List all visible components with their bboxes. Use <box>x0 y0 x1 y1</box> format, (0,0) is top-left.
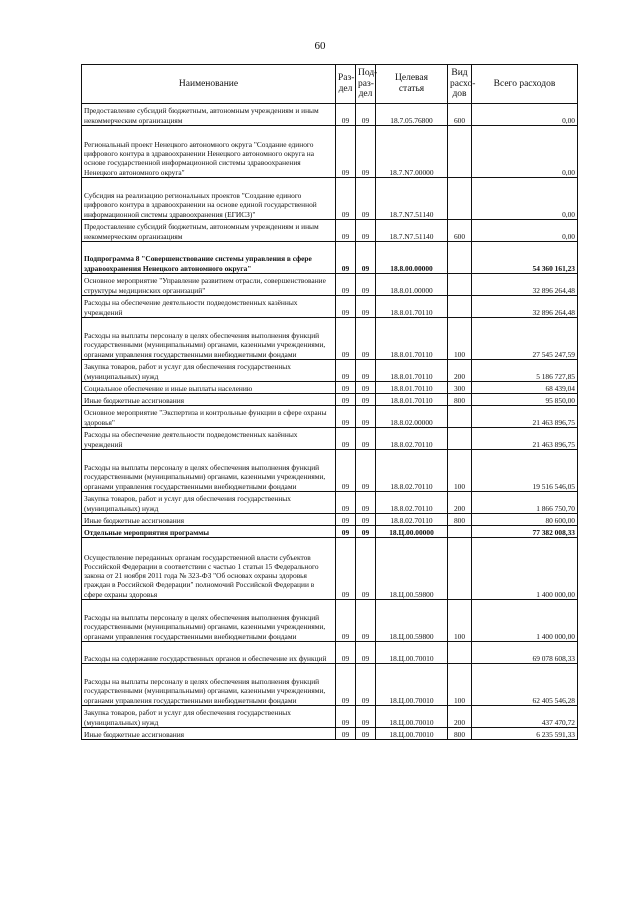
row-amount: 32 896 264,48 <box>472 274 578 296</box>
table-row <box>82 428 578 450</box>
table-row <box>82 296 578 318</box>
header-razdel: Раз- дел <box>336 65 356 104</box>
row-amount: 95 850,00 <box>472 394 578 406</box>
row-razdel: 09 <box>336 318 356 360</box>
row-razdel: 09 <box>336 706 356 728</box>
row-target: 18.8.01.70110 <box>376 382 448 394</box>
table-row <box>82 526 578 538</box>
row-amount: 62 405 546,28 <box>472 664 578 706</box>
table-row <box>82 406 578 428</box>
row-target: 18.8.01.70110 <box>376 318 448 360</box>
row-razdel: 09 <box>336 450 356 492</box>
row-vid: 100 <box>448 318 472 360</box>
table-body <box>82 104 578 740</box>
row-amount: 69 078 608,33 <box>472 642 578 664</box>
page-number: 60 <box>314 40 326 52</box>
row-amount: 1 866 750,70 <box>472 492 578 514</box>
table-row <box>82 178 578 220</box>
table-row <box>82 220 578 242</box>
row-name: Расходы на выплаты персоналу в целях обеспечения выполнения функций государственными (муниципальными) органами, казенными учреждениями, органами управления государственными внебюджетными фондами <box>82 318 336 360</box>
row-razdel: 09 <box>336 600 356 642</box>
row-name: Иные бюджетные ассигнования <box>82 514 336 526</box>
row-name: Закупка товаров, работ и услуг для обеспечения государственных (муниципальных) нужд <box>82 706 336 728</box>
row-amount: 6 235 591,33 <box>472 728 578 740</box>
row-podrazdel: 09 <box>356 526 376 538</box>
row-razdel: 09 <box>336 514 356 526</box>
row-podrazdel: 09 <box>356 296 376 318</box>
row-podrazdel: 09 <box>356 242 376 274</box>
header-name: Наименование <box>82 65 336 104</box>
row-podrazdel: 09 <box>356 220 376 242</box>
row-podrazdel: 09 <box>356 514 376 526</box>
row-razdel: 09 <box>336 382 356 394</box>
row-target: 18.8.00.00000 <box>376 242 448 274</box>
row-target: 18.Ц.00.70010 <box>376 706 448 728</box>
row-razdel: 09 <box>336 220 356 242</box>
row-name: Подпрограмма 8 "Совершенствование системы управления в сфере здравоохранения Ненецкого автономного округа" <box>82 242 336 274</box>
row-name: Расходы на содержание государственных органов и обеспечение их функций <box>82 642 336 664</box>
row-amount: 27 545 247,59 <box>472 318 578 360</box>
row-amount: 1 400 000,00 <box>472 538 578 600</box>
row-razdel: 09 <box>336 538 356 600</box>
row-podrazdel: 09 <box>356 450 376 492</box>
row-vid <box>448 406 472 428</box>
row-vid <box>448 242 472 274</box>
table-header-row <box>82 65 578 104</box>
row-target: 18.Ц.00.70010 <box>376 664 448 706</box>
row-razdel: 09 <box>336 178 356 220</box>
row-target: 18.Ц.00.59800 <box>376 538 448 600</box>
row-amount: 80 600,00 <box>472 514 578 526</box>
row-target: 18.7.N7.51140 <box>376 220 448 242</box>
table-row <box>82 664 578 706</box>
row-vid: 200 <box>448 492 472 514</box>
row-podrazdel: 09 <box>356 360 376 382</box>
row-podrazdel: 09 <box>356 318 376 360</box>
row-vid <box>448 126 472 178</box>
row-name: Социальное обеспечение и иные выплаты населению <box>82 382 336 394</box>
table-row <box>82 642 578 664</box>
row-podrazdel: 09 <box>356 600 376 642</box>
row-name: Иные бюджетные ассигнования <box>82 394 336 406</box>
row-podrazdel: 09 <box>356 406 376 428</box>
row-vid: 200 <box>448 360 472 382</box>
header-total: Всего расходов <box>472 65 578 104</box>
row-amount: 5 186 727,85 <box>472 360 578 382</box>
row-vid <box>448 274 472 296</box>
row-name: Расходы на выплаты персоналу в целях обеспечения выполнения функций государственными (муниципальными) органами, казенными учреждениями, органами управления государственными внебюджетными фондами <box>82 664 336 706</box>
row-amount: 54 360 161,23 <box>472 242 578 274</box>
row-vid: 600 <box>448 220 472 242</box>
row-amount: 68 439,04 <box>472 382 578 394</box>
row-target: 18.7.N7.00000 <box>376 126 448 178</box>
row-target: 18.8.01.70110 <box>376 360 448 382</box>
table-row <box>82 600 578 642</box>
row-podrazdel: 09 <box>356 178 376 220</box>
row-name: Основное мероприятие "Управление развитием отрасли, совершенствование структуры медицинских организаций" <box>82 274 336 296</box>
row-vid <box>448 178 472 220</box>
row-podrazdel: 09 <box>356 642 376 664</box>
row-podrazdel: 09 <box>356 394 376 406</box>
row-razdel: 09 <box>336 360 356 382</box>
row-razdel: 09 <box>336 296 356 318</box>
row-target: 18.8.02.70110 <box>376 514 448 526</box>
row-razdel: 09 <box>336 642 356 664</box>
row-name: Закупка товаров, работ и услуг для обеспечения государственных (муниципальных) нужд <box>82 360 336 382</box>
header-podrazdel: Под- раз- дел <box>356 65 376 104</box>
row-vid: 800 <box>448 728 472 740</box>
header-vid: Вид расхо- дов <box>448 65 472 104</box>
row-podrazdel: 09 <box>356 706 376 728</box>
row-name: Предоставление субсидий бюджетным, автономным учреждениям и иным некоммерческим организациям <box>82 220 336 242</box>
row-amount: 437 470,72 <box>472 706 578 728</box>
row-vid <box>448 642 472 664</box>
row-name: Расходы на обеспечение деятельности подведомственных казённых учреждений <box>82 296 336 318</box>
row-vid: 100 <box>448 664 472 706</box>
row-amount: 1 400 000,00 <box>472 600 578 642</box>
row-target: 18.7.05.76800 <box>376 104 448 126</box>
row-razdel: 09 <box>336 406 356 428</box>
row-target: 18.8.02.00000 <box>376 406 448 428</box>
table-row <box>82 538 578 600</box>
row-amount: 21 463 896,75 <box>472 428 578 450</box>
row-vid: 600 <box>448 104 472 126</box>
row-vid <box>448 538 472 600</box>
row-amount: 21 463 896,75 <box>472 406 578 428</box>
row-podrazdel: 09 <box>356 126 376 178</box>
row-target: 18.Ц.00.70010 <box>376 728 448 740</box>
row-podrazdel: 09 <box>356 538 376 600</box>
row-name: Региональный проект Ненецкого автономного округа "Создание единого цифрового контура в здравоохранении Ненецкого автономного округа на основе государственной информационной системы здравоохранения Ненецкого автономного округа" <box>82 126 336 178</box>
row-razdel: 09 <box>336 728 356 740</box>
row-target: 18.8.02.70110 <box>376 450 448 492</box>
budget-table <box>81 64 578 740</box>
row-vid: 100 <box>448 450 472 492</box>
row-name: Расходы на выплаты персоналу в целях обеспечения выполнения функций государственными (муниципальными) органами, казенными учреждениями, органами управления государственными внебюджетными фондами <box>82 450 336 492</box>
row-amount: 0,00 <box>472 220 578 242</box>
row-target: 18.8.01.00000 <box>376 274 448 296</box>
header-target: Целевая статья <box>376 65 448 104</box>
row-name: Основное мероприятие "Экспертиза и контрольные функции в сфере охраны здоровья" <box>82 406 336 428</box>
table-row <box>82 126 578 178</box>
row-name: Субсидия на реализацию региональных проектов "Создание единого цифрового контура в здравоохранении на основе единой государственной информационной системы здравоохранения (ЕГИСЗ)" <box>82 178 336 220</box>
row-razdel: 09 <box>336 104 356 126</box>
row-target: 18.7.N7.51140 <box>376 178 448 220</box>
row-target: 18.Ц.00.59800 <box>376 600 448 642</box>
row-target: 18.Ц.00.00000 <box>376 526 448 538</box>
row-razdel: 09 <box>336 242 356 274</box>
row-amount: 0,00 <box>472 126 578 178</box>
row-target: 18.Ц.00.70010 <box>376 642 448 664</box>
table-row <box>82 274 578 296</box>
row-razdel: 09 <box>336 664 356 706</box>
row-podrazdel: 09 <box>356 428 376 450</box>
row-amount: 77 382 008,33 <box>472 526 578 538</box>
row-podrazdel: 09 <box>356 728 376 740</box>
row-name: Расходы на обеспечение деятельности подведомственных казённых учреждений <box>82 428 336 450</box>
row-vid: 300 <box>448 382 472 394</box>
table-row <box>82 514 578 526</box>
table-row <box>82 394 578 406</box>
row-target: 18.8.01.70110 <box>376 394 448 406</box>
row-podrazdel: 09 <box>356 664 376 706</box>
row-name: Осуществление переданных органам государственной власти субъектов Российской Федерации в соответствии с частью 1 статьи 15 Федерального закона от 21 ноября 2011 года № 323-ФЗ "Об основах охраны здоровья граждан в Российской Федерации" полномочий Российской Федерации в сфере охраны здоровья <box>82 538 336 600</box>
row-name: Расходы на выплаты персоналу в целях обеспечения выполнения функций государственными (муниципальными) органами, казенными учреждениями, органами управления государственными внебюджетными фондами <box>82 600 336 642</box>
row-vid: 800 <box>448 514 472 526</box>
table-row <box>82 492 578 514</box>
row-vid: 800 <box>448 394 472 406</box>
row-razdel: 09 <box>336 274 356 296</box>
table-row <box>82 104 578 126</box>
row-target: 18.8.02.70110 <box>376 492 448 514</box>
row-razdel: 09 <box>336 428 356 450</box>
row-amount: 32 896 264,48 <box>472 296 578 318</box>
row-vid <box>448 296 472 318</box>
row-vid: 100 <box>448 600 472 642</box>
table-row <box>82 242 578 274</box>
table-row <box>82 318 578 360</box>
row-podrazdel: 09 <box>356 382 376 394</box>
row-podrazdel: 09 <box>356 104 376 126</box>
table-row <box>82 706 578 728</box>
row-target: 18.8.01.70110 <box>376 296 448 318</box>
table-row <box>82 382 578 394</box>
row-vid <box>448 428 472 450</box>
row-amount: 0,00 <box>472 178 578 220</box>
row-vid <box>448 526 472 538</box>
row-name: Предоставление субсидий бюджетным, автономным учреждениям и иным некоммерческим организациям <box>82 104 336 126</box>
row-name: Иные бюджетные ассигнования <box>82 728 336 740</box>
row-amount: 0,00 <box>472 104 578 126</box>
table-row <box>82 360 578 382</box>
row-podrazdel: 09 <box>356 492 376 514</box>
row-name: Закупка товаров, работ и услуг для обеспечения государственных (муниципальных) нужд <box>82 492 336 514</box>
row-vid: 200 <box>448 706 472 728</box>
row-razdel: 09 <box>336 126 356 178</box>
row-amount: 19 516 546,05 <box>472 450 578 492</box>
row-podrazdel: 09 <box>356 274 376 296</box>
row-target: 18.8.02.70110 <box>376 428 448 450</box>
table-row <box>82 450 578 492</box>
row-name: Отдельные мероприятия программы <box>82 526 336 538</box>
row-razdel: 09 <box>336 492 356 514</box>
table-row <box>82 728 578 740</box>
row-razdel: 09 <box>336 526 356 538</box>
row-razdel: 09 <box>336 394 356 406</box>
